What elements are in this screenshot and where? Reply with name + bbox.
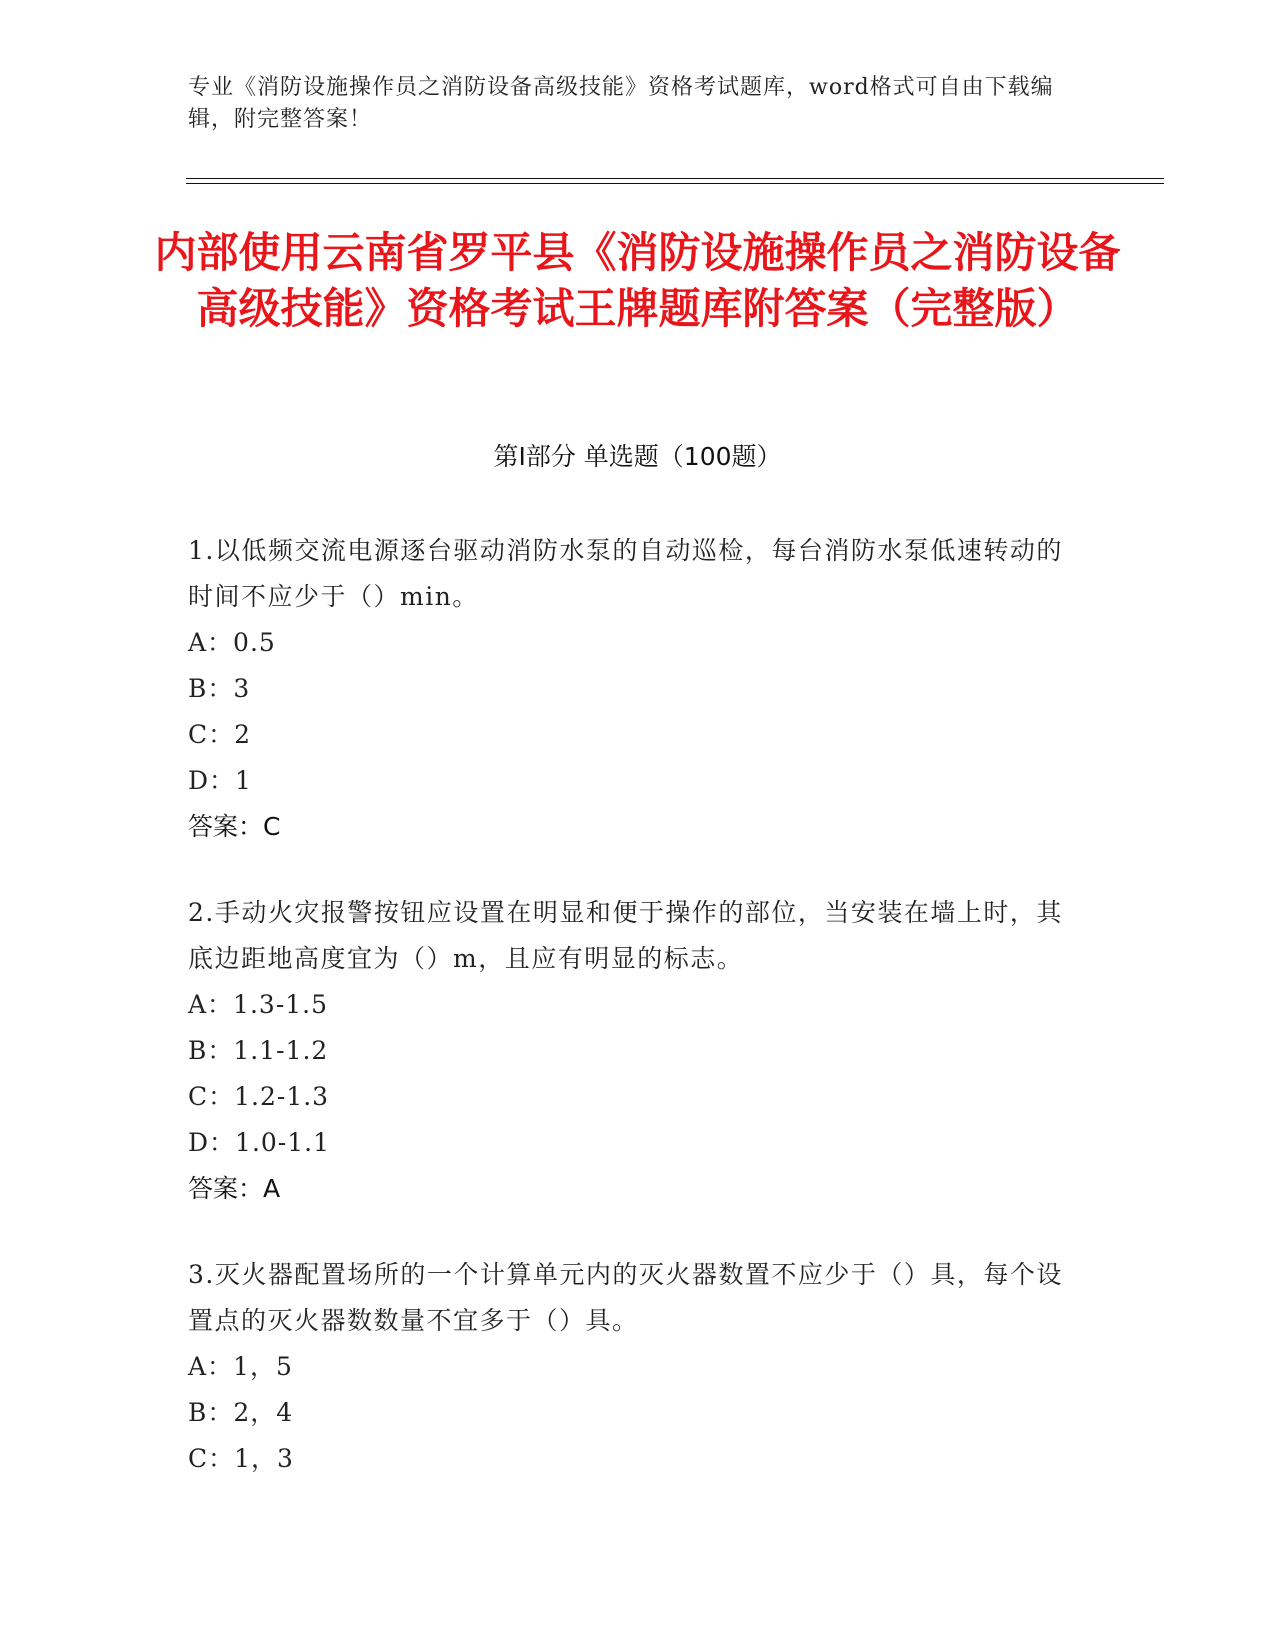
question-1: [188, 528, 1068, 850]
question-list: [188, 528, 1068, 1522]
option-d: D：1: [188, 766, 252, 795]
question-stem: 1.以低频交流电源逐台驱动消防水泵的自动巡检，每台消防水泵低速转动的时间不应少于（）min。: [188, 536, 1063, 611]
question-2: [188, 890, 1068, 1212]
question-stem: 3.灭火器配置场所的一个计算单元内的灭火器数置不应少于（）具，每个设置点的灭火器数数量不宜多于（）具。: [188, 1260, 1063, 1335]
option-a: A：1.3-1.5: [188, 990, 329, 1019]
question-3: [188, 1252, 1068, 1482]
option-c: C：1.2-1.3: [188, 1082, 330, 1111]
header-divider-top: [186, 178, 1164, 179]
section-title: 第Ⅰ部分 单选题（100题）: [493, 442, 782, 471]
option-b: B：3: [188, 674, 251, 703]
document-title: 内部使用云南省罗平县《消防设施操作员之消防设备高级技能》资格考试王牌题库附答案（完整版）: [154, 228, 1121, 333]
question-stem: 2.手动火灾报警按钮应设置在明显和便于操作的部位，当安装在墙上时，其底边距地高度宜为（）m，且应有明显的标志。: [188, 898, 1063, 973]
answer: 答案：C: [188, 812, 281, 841]
answer: 答案：A: [188, 1174, 281, 1203]
option-b: B：2，4: [188, 1398, 294, 1427]
header-divider-bottom: [186, 183, 1164, 184]
option-d: D：1.0-1.1: [188, 1128, 331, 1157]
header-note: 专业《消防设施操作员之消防设备高级技能》资格考试题库，word格式可自由下载编辑，附完整答案！: [188, 75, 1054, 132]
option-c: C：1，3: [188, 1444, 294, 1473]
option-b: B：1.1-1.2: [188, 1036, 329, 1065]
option-a: A：0.5: [188, 628, 276, 657]
option-c: C：2: [188, 720, 252, 749]
option-a: A：1，5: [188, 1352, 293, 1381]
